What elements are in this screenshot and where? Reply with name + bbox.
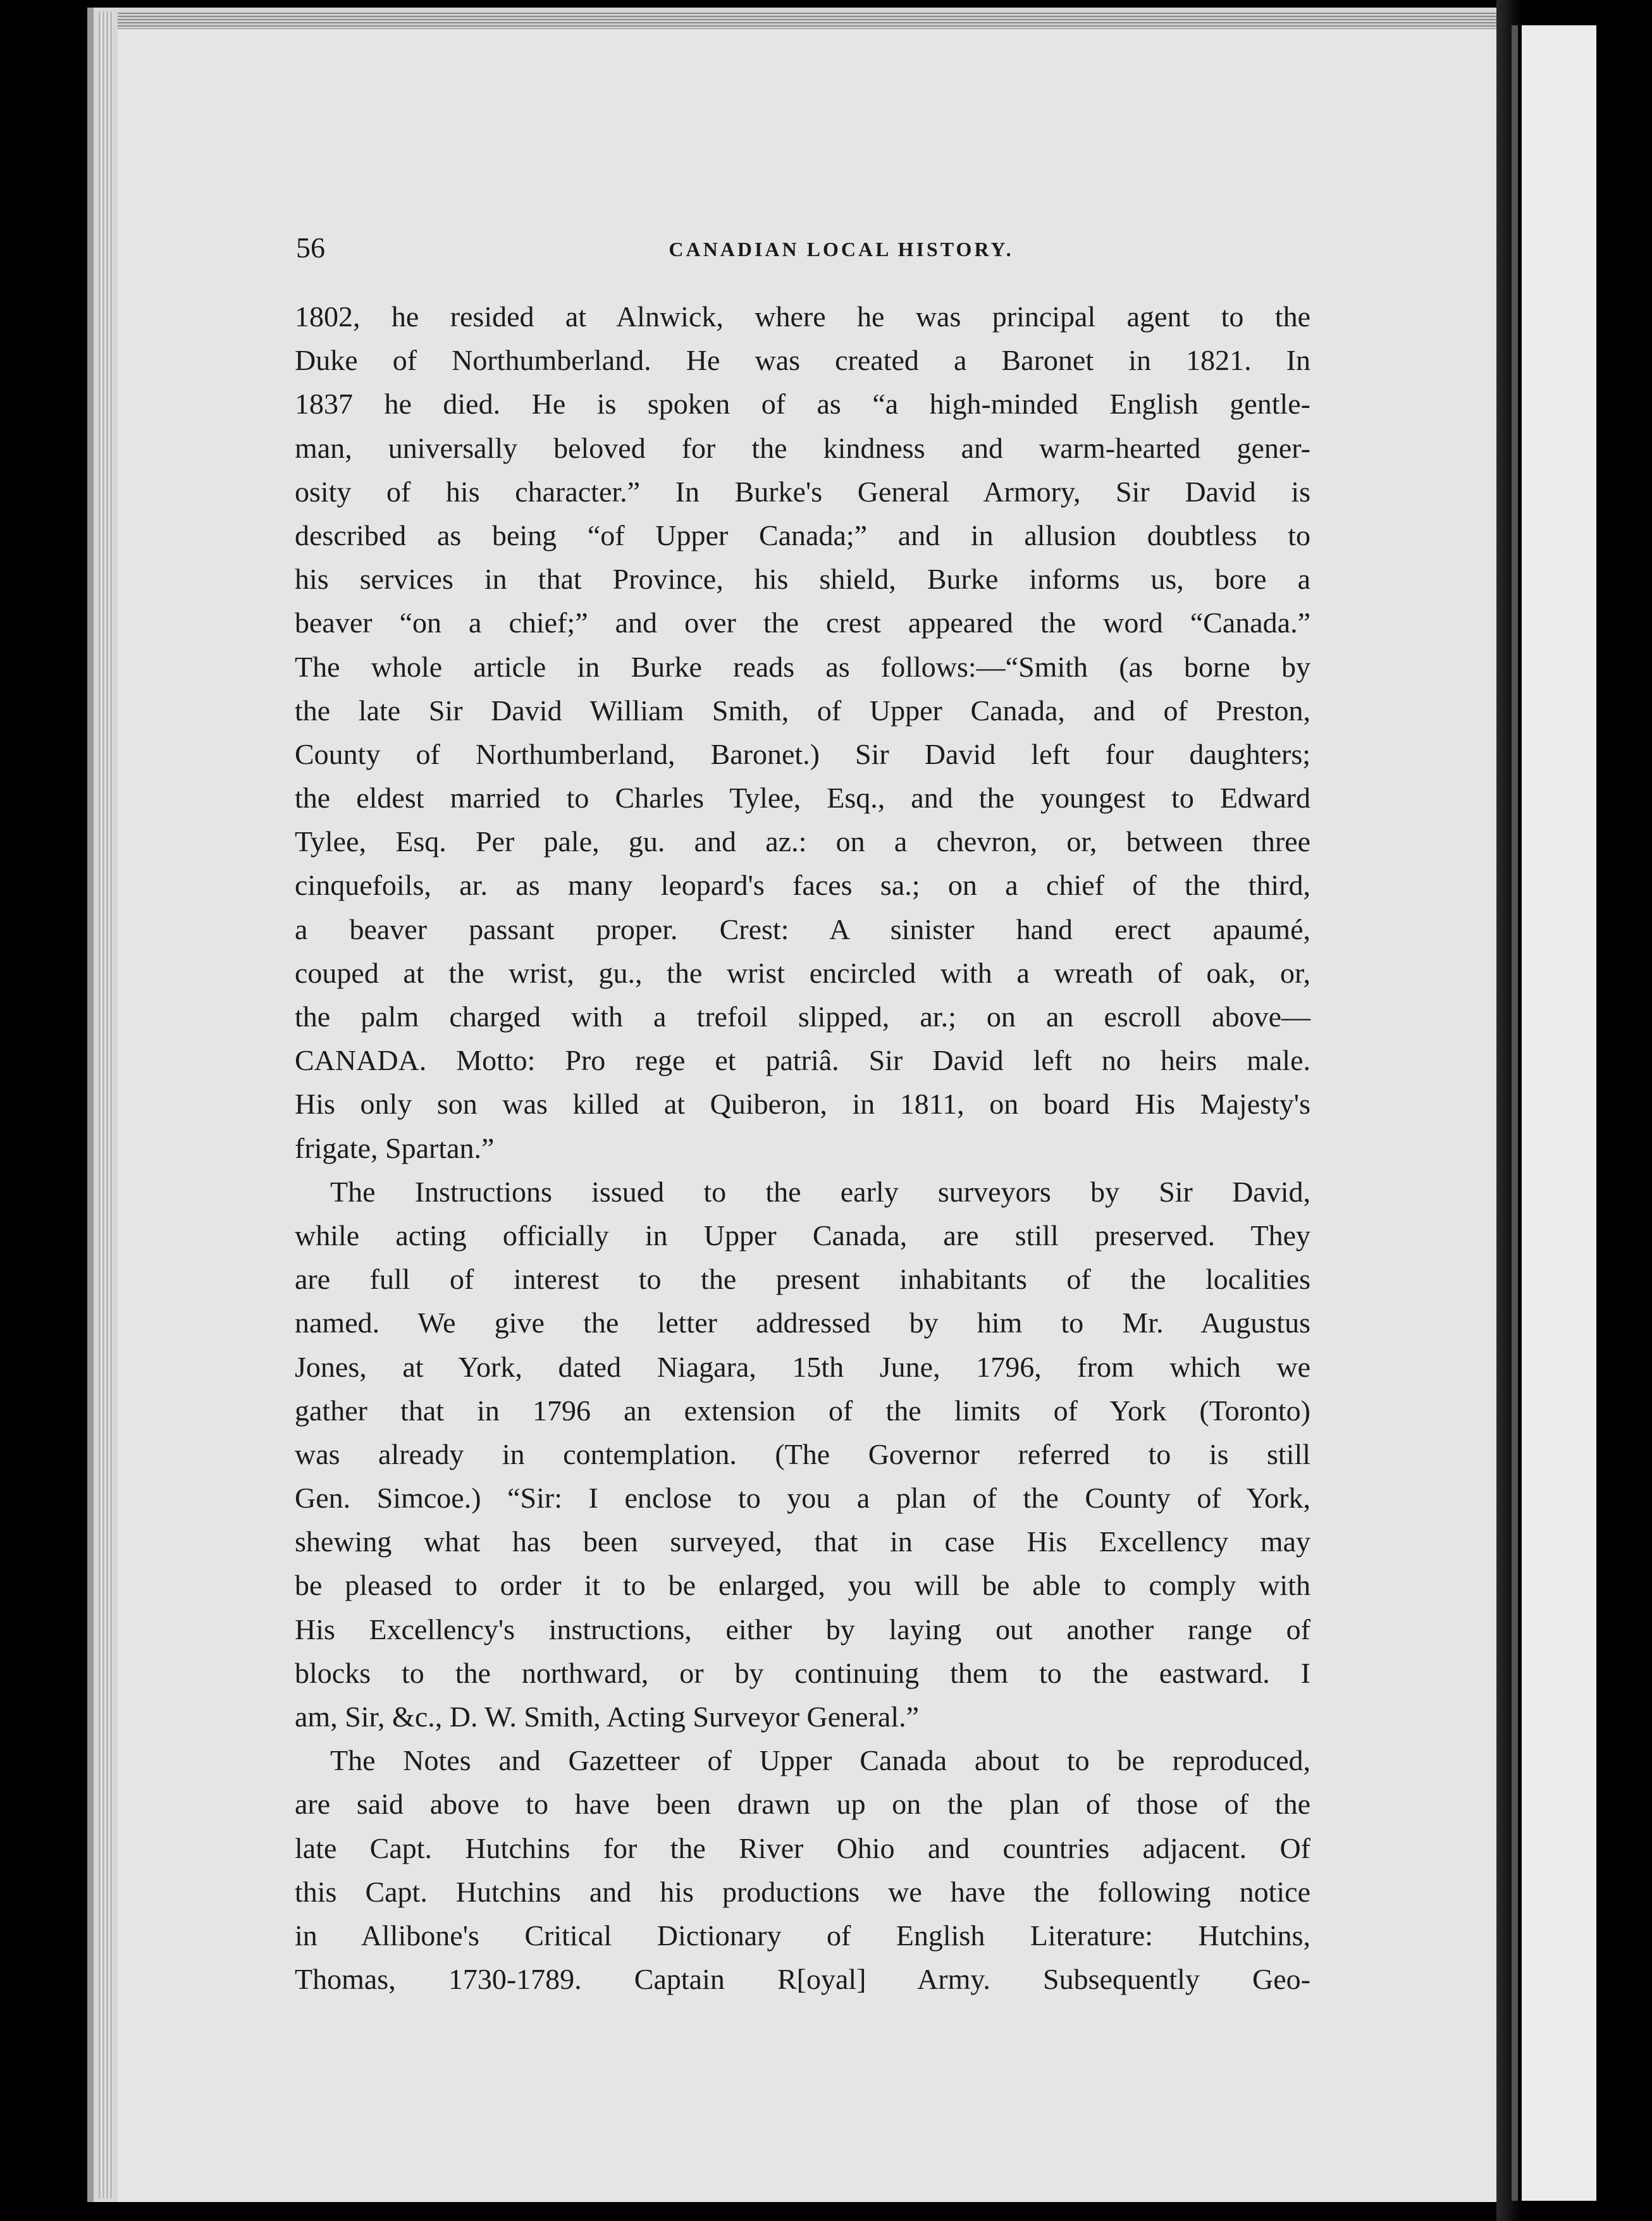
text-line: the eldest married to Charles Tylee, Esq., and the youngest to Edward: [295, 782, 1310, 815]
text-line: The whole article in Burke reads as follows:—“Smith (as borne by: [295, 650, 1310, 683]
paragraph-first-line: The Notes and Gazetteer of Upper Canada about to be reproduced,: [330, 1744, 1310, 1777]
text-line: frigate, Spartan.”: [295, 1131, 495, 1164]
running-head: [296, 229, 1310, 267]
text-line: blocks to the northward, or by continuing them to the eastward. I: [295, 1656, 1310, 1689]
text-line: late Capt. Hutchins for the River Ohio and countries adjacent. Of: [295, 1831, 1310, 1864]
paragraph-first-line: The Instructions issued to the early surveyors by Sir David,: [330, 1175, 1310, 1208]
text-line: man, universally beloved for the kindness and warm-hearted gener-: [295, 431, 1310, 464]
text-line: while acting officially in Upper Canada, are still preserved. They: [295, 1219, 1310, 1252]
text-line: in Allibone's Critical Dictionary of English Literature: Hutchins,: [295, 1919, 1310, 1952]
text-line: 1802, he resided at Alnwick, where he was principal agent to the: [295, 300, 1310, 333]
text-line: CANADA. Motto: Pro rege et patriâ. Sir David left no heirs male.: [295, 1044, 1310, 1077]
text-line: the palm charged with a trefoil slipped, ar.; on an escroll above—: [295, 1000, 1310, 1033]
text-line: this Capt. Hutchins and his productions we have the following notice: [295, 1875, 1310, 1908]
text-line: the late Sir David William Smith, of Upper Canada, and of Preston,: [295, 694, 1310, 727]
page-top-edge: [118, 13, 1496, 29]
text-line: His only son was killed at Quiberon, in 1811, on board His Majesty's: [295, 1088, 1310, 1121]
text-line: Tylee, Esq. Per pale, gu. and az.: on a chevron, or, between three: [295, 825, 1310, 858]
body-text: [295, 295, 1310, 2001]
text-line: was already in contemplation. (The Governor referred to is still: [295, 1437, 1310, 1470]
text-line: Thomas, 1730-1789. Captain R[oyal] Army. Subsequently Geo-: [295, 1963, 1310, 1996]
text-line: Gen. Simcoe.) “Sir: I enclose to you a plan of the County of York,: [295, 1482, 1310, 1515]
text-line: 1837 he died. He is spoken of as “a high-minded English gentle-: [295, 388, 1310, 421]
text-line: osity of his character.” In Burke's General Armory, Sir David is: [295, 475, 1310, 508]
text-line: gather that in 1796 an extension of the limits of York (Toronto): [295, 1394, 1310, 1427]
text-line: are full of interest to the present inhabitants of the localities: [295, 1263, 1310, 1296]
text-line: named. We give the letter addressed by him to Mr. Augustus: [295, 1307, 1310, 1339]
text-line: am, Sir, &c., D. W. Smith, Acting Surveyor General.”: [295, 1701, 920, 1733]
text-line: his services in that Province, his shield, Burke informs us, bore a: [295, 563, 1310, 596]
text-line: Jones, at York, dated Niagara, 15th June, 1796, from which we: [295, 1350, 1310, 1383]
facing-page-rule: [1512, 25, 1518, 2201]
text-line: couped at the wrist, gu., the wrist encircled with a wreath of oak, or,: [295, 956, 1310, 989]
text-line: beaver “on a chief;” and over the crest appeared the word “Canada.”: [295, 606, 1310, 639]
text-line: described as being “of Upper Canada;” and in allusion doubtless to: [295, 519, 1310, 551]
text-line: a beaver passant proper. Crest: A sinister hand erect apaumé,: [295, 913, 1310, 945]
text-line: are said above to have been drawn up on the plan of those of the: [295, 1788, 1310, 1821]
running-title: CANADIAN LOCAL HISTORY.: [669, 238, 1014, 261]
text-line: be pleased to order it to be enlarged, you will be able to comply with: [295, 1569, 1310, 1602]
facing-page-edge: [1522, 25, 1596, 2201]
text-line: Duke of Northumberland. He was created a Baronet in 1821. In: [295, 344, 1310, 377]
text-line: shewing what has been surveyed, that in case His Excellency may: [295, 1525, 1310, 1558]
book-gutter: [1496, 0, 1522, 2221]
text-line: His Excellency's instructions, either by laying out another range of: [295, 1613, 1310, 1646]
text-line: cinquefoils, ar. as many leopard's faces sa.; on a chief of the third,: [295, 869, 1310, 902]
text-line: County of Northumberland, Baronet.) Sir David left four daughters;: [295, 737, 1310, 770]
page-number: 56: [296, 231, 325, 264]
